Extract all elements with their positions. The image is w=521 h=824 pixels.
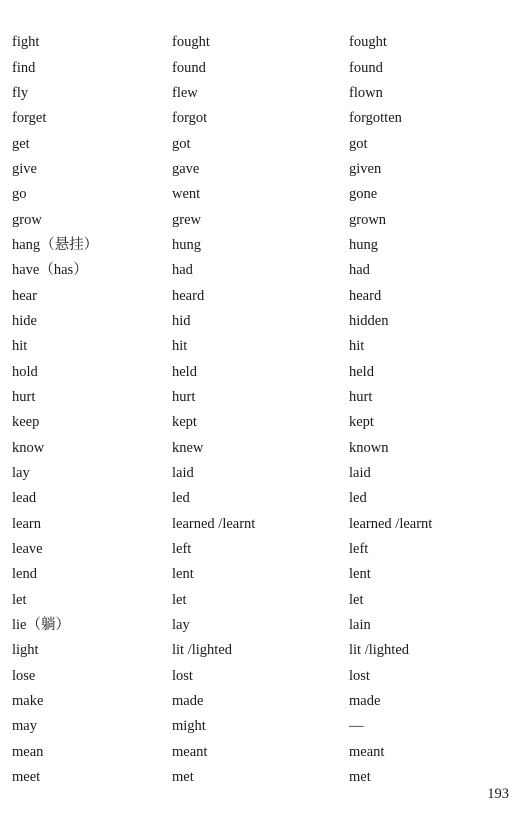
past-participle-cell: hung: [349, 237, 378, 254]
past-tense-cell: had: [172, 262, 193, 279]
past-tense-cell: flew: [172, 85, 198, 102]
base-form-cell: get: [12, 135, 30, 152]
past-tense-cell: heard: [172, 287, 205, 304]
base-form-cell: go: [12, 186, 27, 203]
base-form-cell: hold: [12, 363, 38, 380]
past-tense-cell: got: [172, 135, 191, 152]
base-form-cell: lead: [12, 490, 37, 507]
base-form-cell: hide: [12, 313, 37, 330]
past-participle-cell: known: [349, 439, 389, 456]
verb-row: [12, 334, 502, 359]
verb-row: [12, 739, 502, 764]
verb-row: [12, 765, 502, 790]
past-participle-cell: grown: [349, 211, 387, 228]
base-form-cell: light: [12, 642, 39, 659]
past-participle-cell: heard: [349, 287, 382, 304]
past-participle-cell: left: [349, 540, 369, 557]
verb-row: [12, 309, 502, 334]
past-participle-cell: lain: [349, 616, 371, 633]
past-tense-cell: lay: [172, 616, 190, 633]
past-tense-cell: lit /lighted: [172, 642, 233, 659]
base-form-cell: fight: [12, 34, 40, 51]
past-participle-cell: flown: [349, 85, 383, 102]
verb-row: [12, 410, 502, 435]
past-tense-cell: hurt: [172, 389, 196, 405]
base-form-cell: lay: [12, 464, 30, 481]
past-participle-cell: lent: [349, 566, 371, 583]
past-tense-cell: led: [172, 490, 190, 507]
base-form-cell: meet: [12, 768, 41, 785]
verb-row: [12, 207, 502, 232]
past-participle-cell: made: [349, 692, 381, 709]
verb-row: [12, 258, 502, 283]
verb-row: [12, 233, 502, 258]
past-tense-cell: found: [172, 59, 206, 76]
past-participle-cell: lost: [349, 667, 370, 684]
verb-row: [12, 182, 502, 207]
past-participle-cell: lit /lighted: [349, 642, 410, 659]
past-participle-cell: hurt: [349, 389, 373, 405]
past-participle-cell: let: [349, 591, 364, 608]
past-tense-cell: grew: [172, 211, 201, 228]
past-tense-cell: knew: [172, 439, 204, 456]
verb-row: [12, 562, 502, 587]
base-form-cell: learn: [12, 515, 41, 532]
base-form-cell: lend: [12, 566, 37, 583]
verb-row: [12, 157, 502, 182]
past-tense-cell: went: [172, 186, 201, 203]
base-form-cell: hear: [12, 287, 37, 304]
past-tense-cell: might: [172, 718, 206, 735]
verb-row: [12, 283, 502, 308]
past-tense-cell: laid: [172, 464, 194, 481]
past-tense-cell: hit: [172, 338, 188, 355]
base-form-cell: grow: [12, 211, 42, 228]
past-participle-cell: meant: [349, 743, 385, 760]
past-participle-cell: got: [349, 135, 368, 152]
irregular-verb-table: [12, 30, 502, 790]
past-participle-cell: found: [349, 59, 383, 76]
past-tense-cell: hid: [172, 313, 191, 330]
base-form-cell: mean: [12, 743, 44, 760]
past-tense-cell: met: [172, 768, 194, 785]
verb-row: [12, 638, 502, 663]
base-form-cell: let: [12, 591, 27, 608]
base-form-cell: may: [12, 718, 37, 735]
past-participle-cell: —: [349, 718, 364, 735]
base-form-cell: leave: [12, 540, 43, 557]
past-participle-cell: forgotten: [349, 110, 402, 127]
past-participle-cell: gone: [349, 186, 378, 203]
base-form-cell: lose: [12, 667, 36, 684]
verb-row: [12, 486, 502, 511]
base-form-cell: keep: [12, 414, 40, 431]
base-form-cell: fly: [12, 85, 29, 102]
past-tense-cell: gave: [172, 161, 200, 178]
verb-row: [12, 435, 502, 460]
past-tense-cell: kept: [172, 414, 197, 431]
base-form-cell: have（has）: [12, 262, 88, 279]
past-tense-cell: fought: [172, 34, 210, 51]
past-tense-cell: held: [172, 363, 197, 380]
verb-row: [12, 714, 502, 739]
base-form-cell: hang（悬挂）: [12, 237, 99, 254]
past-participle-cell: had: [349, 262, 370, 279]
past-participle-cell: held: [349, 363, 374, 380]
past-participle-cell: led: [349, 490, 367, 507]
past-participle-cell: given: [349, 161, 382, 178]
page-number: 193: [487, 786, 509, 802]
base-form-cell: hurt: [12, 389, 36, 405]
base-form-cell: give: [12, 161, 37, 178]
verb-row: [12, 663, 502, 688]
past-participle-cell: laid: [349, 464, 371, 481]
verb-row: [12, 81, 502, 106]
past-participle-cell: kept: [349, 414, 374, 431]
past-tense-cell: meant: [172, 743, 208, 760]
verb-row: [12, 511, 502, 536]
verb-row: [12, 106, 502, 131]
verb-row: [12, 359, 502, 384]
base-form-cell: lie（躺）: [12, 616, 70, 633]
past-tense-cell: left: [172, 540, 192, 557]
past-tense-cell: learned /learnt: [172, 515, 256, 532]
base-form-cell: know: [12, 439, 45, 456]
past-participle-cell: met: [349, 768, 371, 785]
past-tense-cell: made: [172, 692, 204, 709]
past-participle-cell: learned /learnt: [349, 515, 433, 532]
verb-row: [12, 613, 502, 638]
verb-row: [12, 55, 502, 80]
past-tense-cell: hung: [172, 237, 201, 254]
verb-row: [12, 131, 502, 156]
past-participle-cell: hidden: [349, 313, 389, 330]
base-form-cell: forget: [12, 110, 47, 127]
verb-row: [12, 587, 502, 612]
verb-row: [12, 385, 502, 410]
past-tense-cell: lost: [172, 667, 193, 684]
base-form-cell: hit: [12, 338, 28, 355]
past-tense-cell: forgot: [172, 110, 208, 127]
past-tense-cell: let: [172, 591, 187, 608]
base-form-cell: find: [12, 59, 36, 76]
past-participle-cell: fought: [349, 34, 387, 51]
verb-row: [12, 689, 502, 714]
past-participle-cell: hit: [349, 338, 365, 355]
past-tense-cell: lent: [172, 566, 194, 583]
base-form-cell: make: [12, 692, 44, 709]
verb-row: [12, 537, 502, 562]
verb-row: [12, 30, 502, 55]
verb-row: [12, 461, 502, 486]
